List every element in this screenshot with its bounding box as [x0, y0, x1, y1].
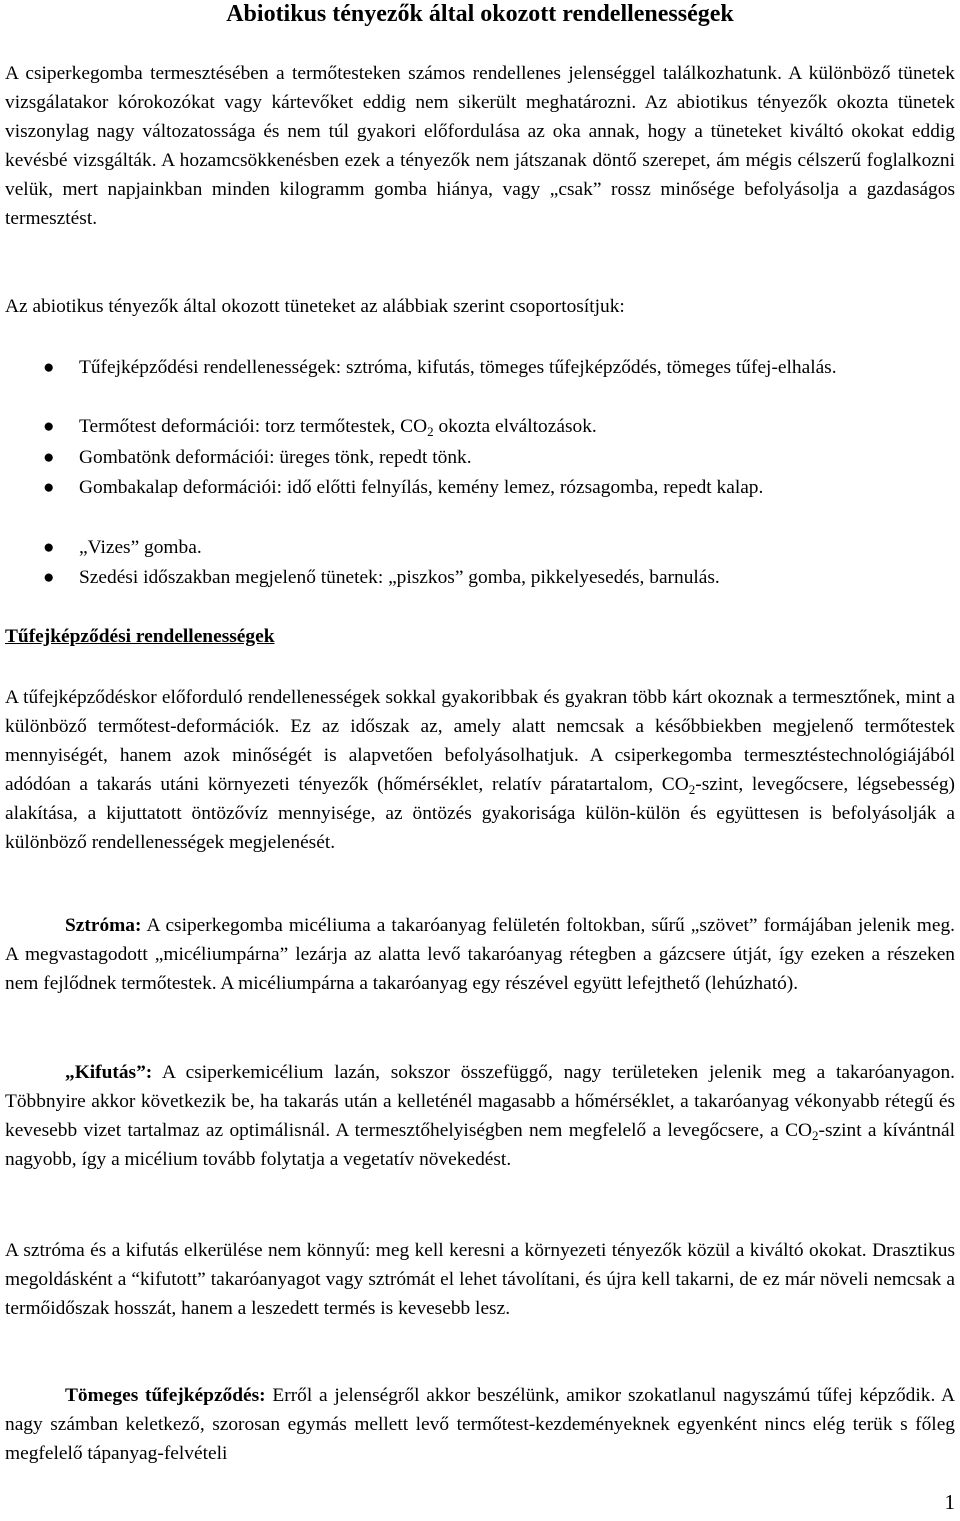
- list-item-text: Gombakalap deformációi: idő előtti felnyílás, kemény lemez, rózsagomba, repedt kalap.: [79, 477, 764, 498]
- term-tomeges: Tömeges tűfejképződés:: [65, 1385, 266, 1406]
- list-item: [5, 412, 955, 441]
- bullet-icon: ●: [43, 447, 55, 468]
- list-item-text: Tűfejképződési rendellenességek: sztróma, kifutás, tömeges tűfejképződés, tömeges tűfej-elhalás.: [79, 357, 837, 378]
- section-heading: Tűfejképződési rendellenességek: [5, 626, 275, 647]
- list-item-text: Termőtest deformációi: torz termőtestek, $CO_2$ okozta elváltozások.: [79, 416, 597, 439]
- list-item: [5, 473, 955, 502]
- page-number: 1: [944, 1490, 955, 1514]
- list-item: [5, 353, 955, 382]
- term-kifutas: „Kifutás”:: [65, 1062, 153, 1083]
- list-item-text: Gombatönk deformációi: üreges tönk, repedt tönk.: [79, 447, 472, 468]
- grouping-paragraph: Az abiotikus tényezők által okozott tüneteket az alábbiak szerint csoportosítjuk:: [5, 296, 625, 317]
- bullet-icon: ●: [43, 357, 55, 378]
- paragraph-tomeges: Tömeges tűfejképződés: Erről a jelenségről akkor beszélünk, amikor szokatlanul nagyszámú tűfej képződik. A nagy számban keletkező, szorosan egymás mellett levő termőtest-kezdeményeknek egyenként nincs elég terük s főleg megfelelő tápanyag-felvételi: [5, 1385, 955, 1465]
- page-title: Abiotikus tényezők által okozott rendellenességek: [226, 1, 734, 27]
- list-item: [5, 533, 955, 562]
- paragraph-kifutas: „Kifutás”: A csiperkemicélium lazán, sokszor összefüggő, nagy területeken jelenik meg a takaróanyagon. Többnyire akkor következik be, ha takarás után a kelleténél magasabb a hőmérséklet, a takaróanyag vékonyabb rétegű és kevesebb vizet tartalmaz az optimálisnál. A termesztőhelyiségben nem megfelelő a levegőcsere, a $CO_2$-szint a kívántnál nagyobb, így a micélium tovább folytatja a vegetatív növekedést.: [5, 1062, 956, 1171]
- list-item: [5, 443, 955, 472]
- paragraph-elkerules: A sztróma és a kifutás elkerülése nem könnyű: meg kell keresni a környezeti tényezők közül a kiváltó okokat. Drasztikus megoldásként a “kifutott” takaróanyagot vagy sztrómát el lehet távolítani, és újra kell takarni, de ez már növeli nemcsak a termőidőszak hosszát, hanem a leszedett termés is kevesebb lesz.: [5, 1240, 955, 1320]
- bullet-icon: ●: [43, 477, 55, 498]
- list-item: [5, 563, 955, 592]
- bullet-icon: ●: [43, 416, 55, 437]
- bullet-icon: ●: [43, 567, 55, 588]
- bullet-icon: ●: [43, 537, 55, 558]
- term-sztroma: Sztróma:: [65, 915, 142, 936]
- list-item-text: Szedési időszakban megjelenő tünetek: „piszkos” gomba, pikkelyesedés, barnulás.: [79, 567, 720, 588]
- paragraph-tufejkepzodes: A tűfejképződéskor előforduló rendellenességek sokkal gyakoribbak és gyakran több kárt okoznak a termesztőnek, mint a különböző termőtest-deformációk. Ez az időszak az, amely alatt nemcsak a későbbiekben megjelenő termőtestek mennyiségét, hanem azok minőségét is alapvetően befolyásolhatjuk. A csiperkegomba termesztéstechnológiájából adódóan a takarás utáni környezeti tényezők (hőmérséklet, relatív páratartalom, $CO_2$-szint, levegőcsere, légsebesség) alakítása, a kijuttatott öntözővíz mennyisége, az öntözés gyakorisága külön-külön és együttesen is befolyásolják a különböző rendellenességek megjelenését.: [5, 687, 955, 854]
- list-item-text: „Vizes” gomba.: [79, 537, 202, 558]
- intro-paragraph: A csiperkegomba termesztésében a termőtesteken számos rendellenes jelenséggel találkozhatunk. A különböző tünetek vizsgálatakor kórokozókat vagy kártevőket eddig nem sikerült meghatározni. Az abiotikus tényezők okozta tünetek viszonylag nagy változatossága és nem túl gyakori előfordulása az oka annak, hogy a tüneteket kiváltó okokat eddig kevésbé vizsgálták. A hozamcsökkenésben ezek a tényezők nem játszanak döntő szerepet, ám mégis célszerű foglalkozni velük, mert napjainkban minden kilogramm gomba hiánya, vagy „csak” rossz minősége befolyásolja a gazdaságos termesztést.: [5, 63, 955, 230]
- paragraph-sztroma: Sztróma: A csiperkegomba micéliuma a takaróanyag felületén foltokban, sűrű „szövet” formájában jelenik meg. A megvastagodott „micéliumpárna” lezárja az alatta levő takaróanyag rétegben a gázcsere útját, így ezeken a részeken nem fejlődnek termőtestek. A micéliumpárna a takaróanyag egy részével együtt lefejthető (lehúzható).: [5, 915, 955, 995]
